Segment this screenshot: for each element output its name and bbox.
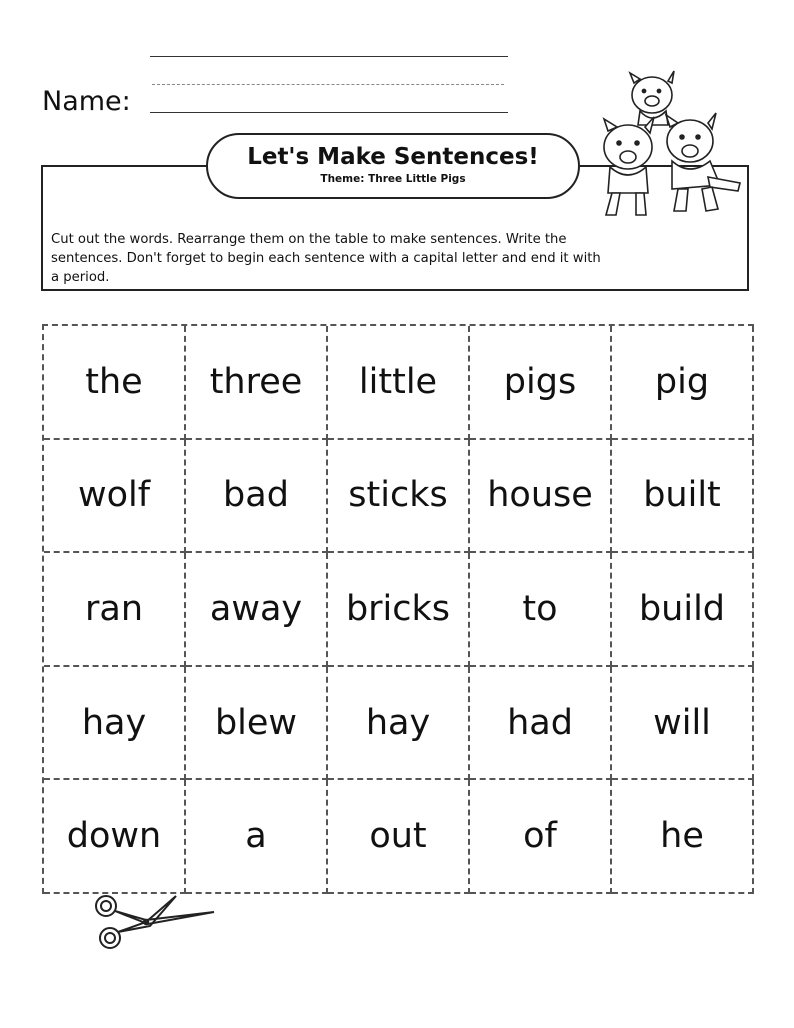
name-writing-mid-dashed-line xyxy=(152,84,504,85)
word-card[interactable]: bricks xyxy=(328,553,470,667)
word-card[interactable]: the xyxy=(44,326,186,440)
word-card[interactable]: had xyxy=(470,667,612,781)
word-card[interactable]: three xyxy=(186,326,328,440)
name-writing-top-line xyxy=(150,56,508,57)
word-card[interactable]: sticks xyxy=(328,440,470,554)
word-card[interactable]: ran xyxy=(44,553,186,667)
word-card[interactable]: away xyxy=(186,553,328,667)
word-card[interactable]: built xyxy=(612,440,754,554)
word-card[interactable]: pig xyxy=(612,326,754,440)
theme-subtitle: Theme: Three Little Pigs xyxy=(320,173,466,185)
word-card[interactable]: blew xyxy=(186,667,328,781)
word-card[interactable]: hay xyxy=(328,667,470,781)
instructions-text: Cut out the words. Rearrange them on the table to make sentences. Write the sentences. Don't forget to begin each sentence with a capital letter and end it with a period. xyxy=(51,232,601,285)
word-card[interactable]: a xyxy=(186,780,328,894)
three-pigs-illustration xyxy=(590,65,760,235)
word-card[interactable]: will xyxy=(612,667,754,781)
word-card[interactable]: bad xyxy=(186,440,328,554)
word-card[interactable]: little xyxy=(328,326,470,440)
name-writing-base-line[interactable] xyxy=(150,112,508,113)
word-card[interactable]: down xyxy=(44,780,186,894)
title-banner xyxy=(206,133,580,199)
word-card[interactable]: wolf xyxy=(44,440,186,554)
scissors-icon xyxy=(88,890,218,955)
word-card[interactable]: build xyxy=(612,553,754,667)
page-title: Let's Make Sentences! xyxy=(247,144,539,170)
word-card[interactable]: he xyxy=(612,780,754,894)
word-card[interactable]: pigs xyxy=(470,326,612,440)
word-card[interactable]: out xyxy=(328,780,470,894)
word-card[interactable]: house xyxy=(470,440,612,554)
name-label: Name: xyxy=(42,86,131,117)
word-grid xyxy=(42,324,754,894)
word-card[interactable]: hay xyxy=(44,667,186,781)
word-card[interactable]: of xyxy=(470,780,612,894)
word-card[interactable]: to xyxy=(470,553,612,667)
